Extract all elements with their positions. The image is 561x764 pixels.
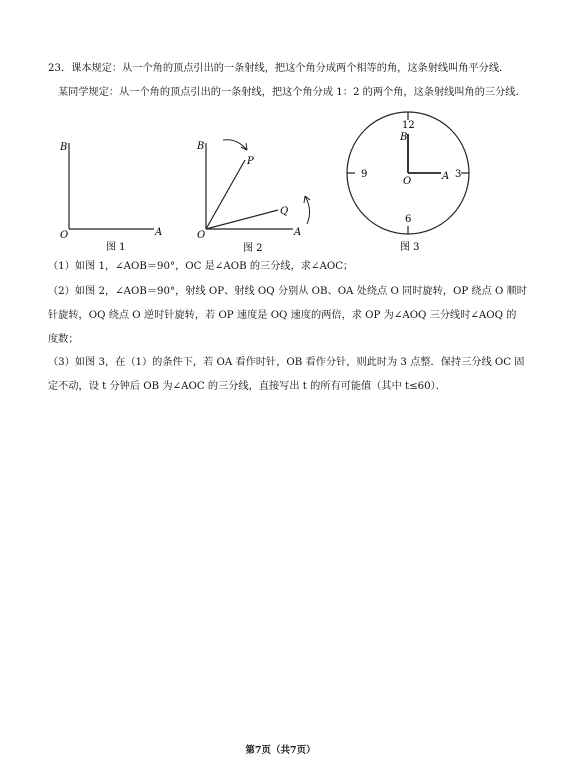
label-a: A — [294, 227, 302, 238]
part-2-line-3: 度数； — [48, 334, 79, 345]
label-o: O — [60, 230, 69, 241]
question-intro: 23．课本规定：从一个角的顶点引出的一条射线，把这个角分成两个相等的角，这条射线叫角平分线． — [48, 63, 510, 74]
label-9: 9 — [361, 169, 368, 180]
ray-oq — [206, 210, 278, 229]
label-a: A — [155, 227, 163, 238]
label-12: 12 — [402, 120, 415, 131]
figure-1 — [56, 138, 166, 253]
label-a: A — [442, 171, 450, 182]
part-2-line-2: 针旋转，OQ 绕点 O 逆时针旋转，若 OP 速度是 OQ 速度的两倍，求 OP 为∠AOQ 三分线时∠AOQ 的 — [48, 310, 517, 321]
part-1: （1）如图 1，∠AOB＝90°，OC 是∠AOB 的三分线，求∠AOC； — [48, 261, 354, 272]
label-o: O — [403, 176, 412, 187]
caption-fig1: 图 1 — [106, 242, 126, 253]
label-q: Q — [280, 206, 289, 217]
figure-2 — [193, 130, 333, 253]
question-definition: 某同学规定：从一个角的顶点引出的一条射线，把这个角分成 1：2 的两个角，这条射线叫角的三分线． — [58, 87, 526, 98]
label-p: P — [247, 156, 254, 167]
caption-fig2: 图 2 — [243, 243, 263, 253]
figure-3-clock — [345, 108, 485, 253]
label-3: 3 — [455, 169, 462, 180]
label-6: 6 — [405, 214, 412, 225]
part-3-line-2: 定不动，设 t 分钟后 OB 为∠AOC 的三分线，直接写出 t 的所有可能值（其中 t≤60）． — [48, 381, 446, 392]
caption-fig3: 图 3 — [400, 242, 420, 253]
page-footer: 第7页（共7页） — [245, 745, 316, 756]
label-b: B — [400, 132, 408, 143]
counterclockwise-arrow — [305, 196, 310, 224]
ray-op — [206, 160, 245, 229]
label-b: B — [60, 142, 68, 153]
part-2-line-1: （2）如图 2，∠AOB＝90°，射线 OP、射线 OQ 分别从 OB、OA 处绕点 O 同时旋转，OP 绕点 O 顺时 — [48, 286, 527, 297]
label-o: O — [197, 230, 206, 241]
part-3-line-1: （3）如图 3，在（1）的条件下，若 OA 看作时针，OB 看作分针，则此时为 3 点整．保持三分线 OC 固 — [48, 357, 525, 368]
label-b: B — [197, 141, 205, 152]
